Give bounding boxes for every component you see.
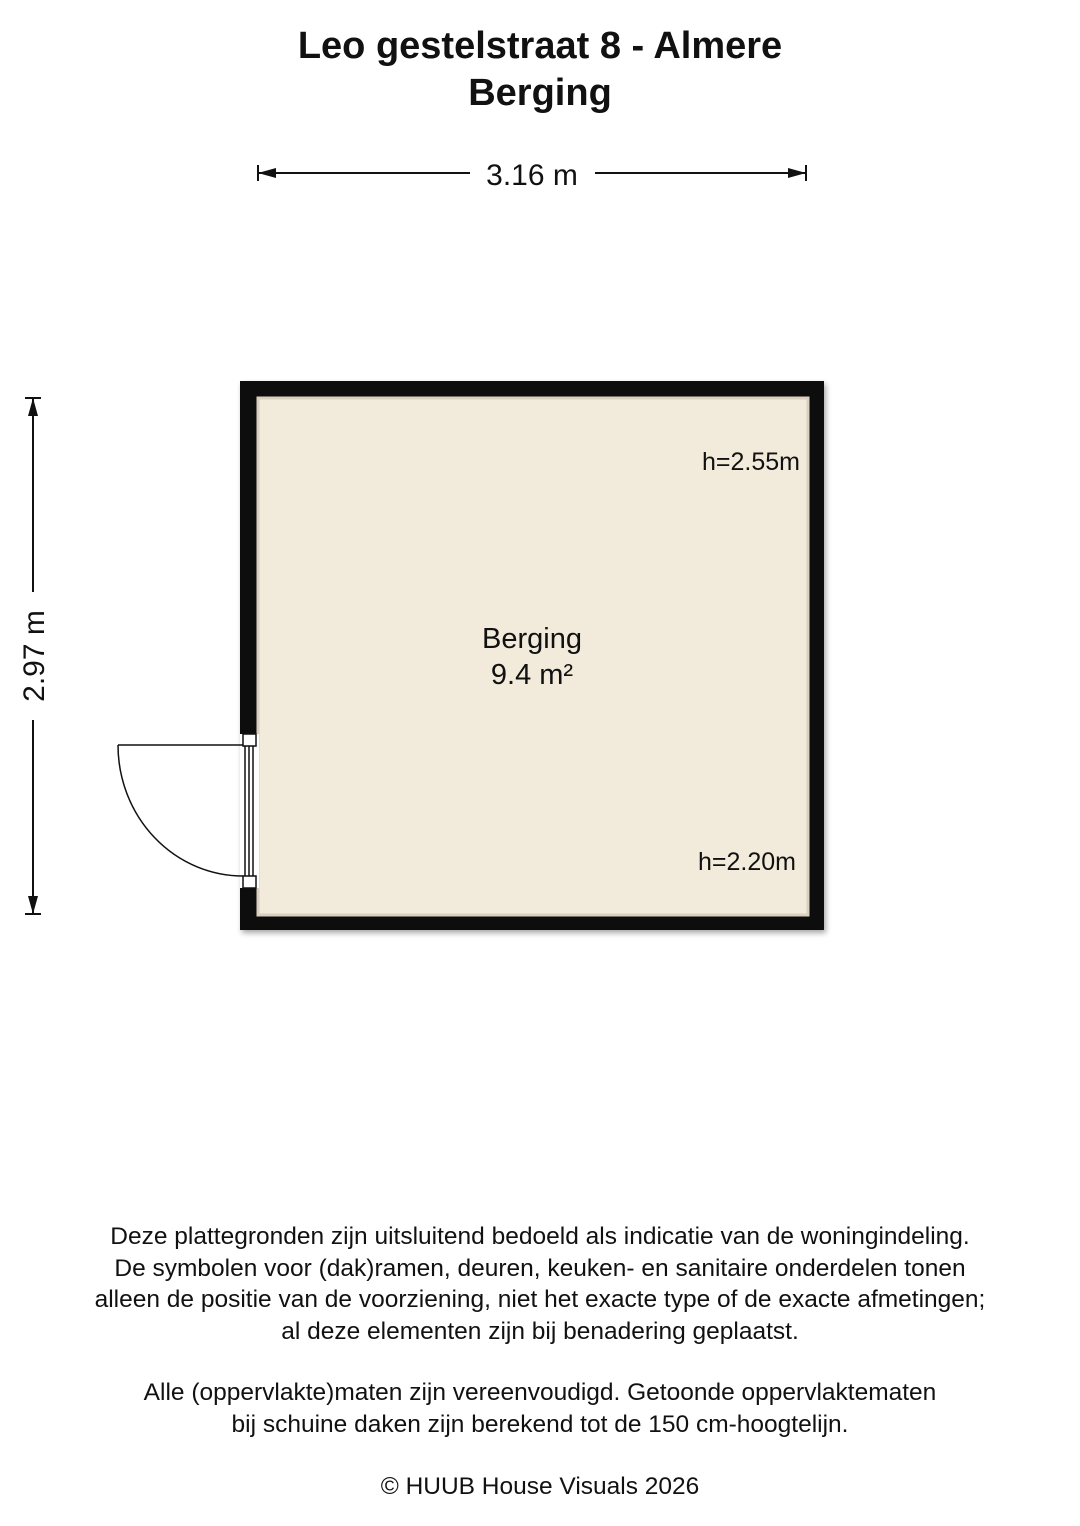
width-dimension: [258, 159, 806, 192]
depth-label: 2.97 m: [18, 610, 51, 702]
width-label: 3.16 m: [486, 159, 578, 192]
room-name: Berging: [482, 623, 582, 655]
disclaimer-line: Alle (oppervlakte)maten zijn vereenvoudigd. Getoonde oppervlaktematen: [143, 1379, 937, 1406]
disclaimer-line: alleen de positie van de voorziening, niet het exacte type of de exacte afmetingen;: [94, 1286, 986, 1313]
door-jamb-top: [243, 734, 256, 746]
width-arrow-left: [258, 168, 276, 178]
disclaimer-line: al deze elementen zijn bij benadering geplaatst.: [281, 1317, 799, 1345]
width-arrow-right: [788, 168, 806, 178]
depth-dimension: [18, 398, 51, 914]
depth-arrow-bottom: [28, 896, 38, 914]
depth-arrow-top: [28, 398, 38, 416]
door-swing-arc: [118, 745, 243, 876]
room-area: 9.4 m²: [490, 659, 574, 691]
door-jamb-bottom: [243, 876, 256, 888]
door: [118, 734, 259, 888]
disclaimer-line: Deze plattegronden zijn uitsluitend bedoeld als indicatie van de woningindeling.: [110, 1223, 970, 1250]
ceiling-height-low: h=2.20m: [698, 848, 796, 876]
disclaimer-paragraph-1: [20, 1221, 1060, 1347]
floor-title: Berging: [468, 72, 612, 114]
ceiling-height-high: h=2.55m: [702, 448, 800, 476]
disclaimer-line: bij schuine daken zijn berekend tot de 150 cm-hoogtelijn.: [231, 1410, 849, 1438]
plan-title: Leo gestelstraat 8 - Almere: [297, 25, 783, 67]
disclaimer-paragraph-2: [20, 1377, 1060, 1440]
copyright: © HUUB House Visuals 2026: [380, 1473, 700, 1500]
disclaimer-line: De symbolen voor (dak)ramen, deuren, keuken- en sanitaire onderdelen tonen: [114, 1254, 966, 1282]
